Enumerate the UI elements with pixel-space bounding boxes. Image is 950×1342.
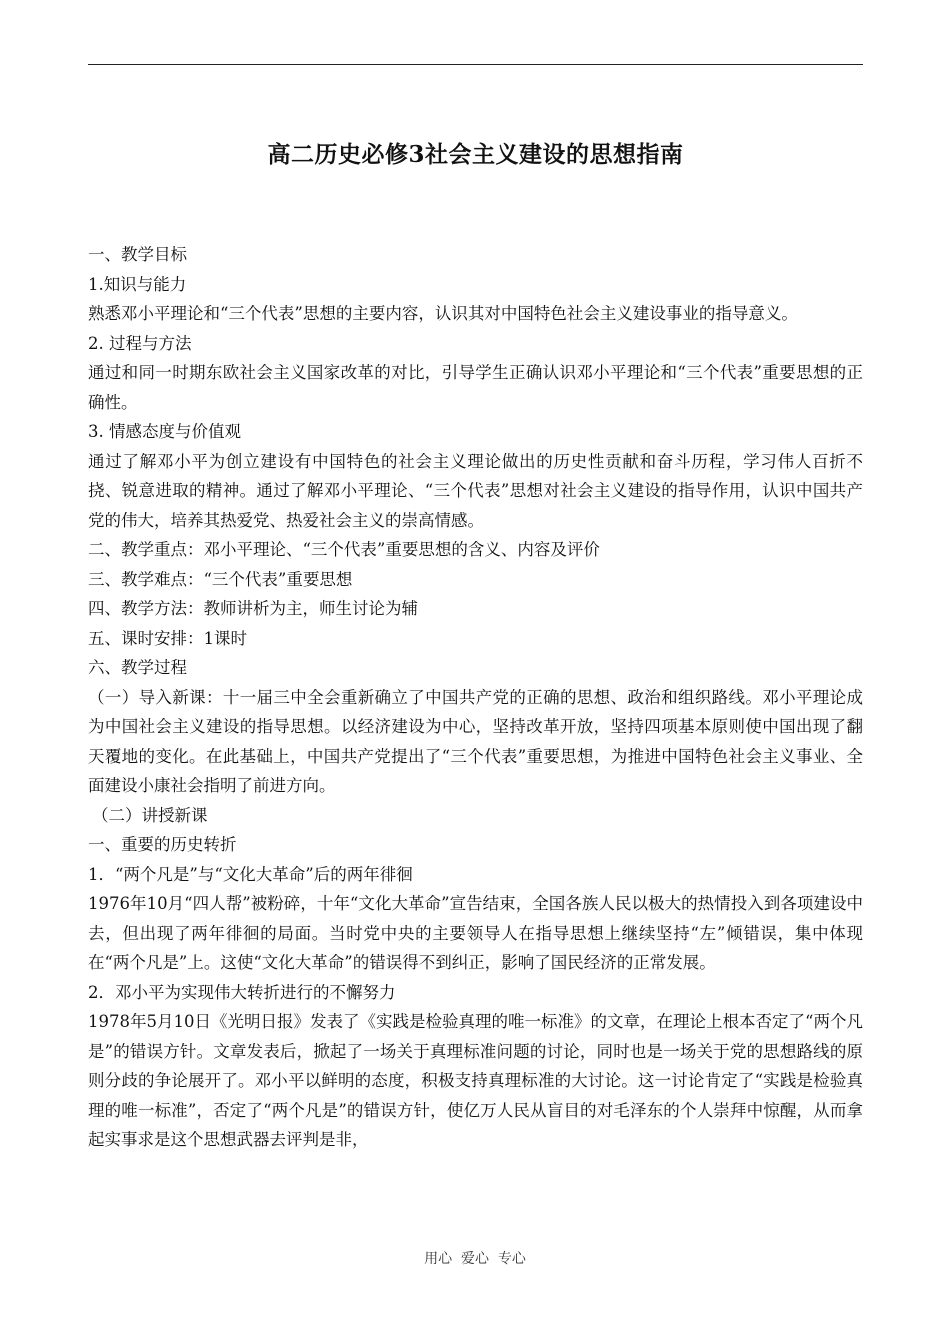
section-heading: 六、教学过程 — [88, 658, 187, 677]
section-heading: 五、课时安排：1课时 — [88, 628, 247, 648]
subsection-heading: 1．“两个凡是”与“文化大革命”后的两年徘徊 — [88, 864, 413, 884]
header-rule — [88, 64, 863, 65]
paragraph: 1976年10月“四人帮”被粉碎，十年“文化大革命”宣告结束，全国各族人民以极大的热情投入到各项建设中去，但出现了两年徘徊的局面。当时党中央的主要领导人在指导思想上继续坚持“左”倾错误，集中体现在“两个凡是”上。这使“文化大革命”的错误得不到纠正，影响了国民经济的正常发展。 — [88, 894, 863, 972]
subsection-heading: 2．邓小平为实现伟大转折进行的不懈努力 — [88, 982, 396, 1002]
subsection-heading: （二）讲授新课 — [92, 805, 208, 825]
paragraph: 熟悉邓小平理论和“三个代表”思想的主要内容，认识其对中国特色社会主义建设事业的指导意义。 — [88, 304, 798, 323]
document-body — [88, 240, 863, 1155]
section-heading: 三、教学难点：“三个代表”重要思想 — [88, 569, 353, 589]
paragraph: 1978年5月10日《光明日报》发表了《实践是检验真理的唯一标准》的文章，在理论上根本否定了“两个凡是”的错误方针。文章发表后，掀起了一场关于真理标准问题的讨论，同时也是一场关于党的思想路线的原则分歧的争论展开了。邓小平以鲜明的态度，积极支持真理标准的大讨论。这一讨论肯定了“实践是检验真理的唯一标准”，否定了“两个凡是”的错误方针，使亿万人民从盲目的对毛泽东的个人崇拜中惊醒，从而拿起实事求是这个思想武器去评判是非， — [88, 1012, 863, 1149]
paragraph: （一）导入新课：十一届三中全会重新确立了中国共产党的正确的思想、政治和组织路线。邓小平理论成为中国社会主义建设的指导思想。以经济建设为中心，坚持改革开放，坚持四项基本原则使中国出现了翻天覆地的变化。在此基础上，中国共产党提出了“三个代表”重要思想，为推进中国特色社会主义事业、全面建设小康社会指明了前进方向。 — [88, 687, 863, 795]
section-heading: 四、教学方法：教师讲析为主，师生讨论为辅 — [88, 599, 418, 618]
section-heading: 一、重要的历史转折 — [88, 835, 237, 854]
paragraph: 通过和同一时期东欧社会主义国家改革的对比，引导学生正确认识邓小平理论和“三个代表”重要思想的正确性。 — [88, 363, 863, 412]
subsection-heading: 1.知识与能力 — [88, 274, 187, 294]
section-heading: 二、教学重点：邓小平理论、“三个代表”重要思想的含义、内容及评价 — [88, 540, 600, 559]
document-title: 高二历史必修3社会主义建设的思想指南 — [267, 141, 684, 168]
section-heading: 一、教学目标 — [88, 245, 187, 264]
subsection-heading: 3. 情感态度与价值观 — [88, 422, 241, 441]
paragraph: 通过了解邓小平为创立建设有中国特色的社会主义理论做出的历史性贡献和奋斗历程，学习伟人百折不挠、锐意进取的精神。通过了解邓小平理论、“三个代表”思想对社会主义建设的指导作用，认识中国共产党的伟大，培养其热爱党、热爱社会主义的崇高情感。 — [88, 451, 863, 530]
page-footer: 用心 爱心 专心 — [424, 1251, 526, 1267]
subsection-heading: 2. 过程与方法 — [88, 333, 192, 353]
